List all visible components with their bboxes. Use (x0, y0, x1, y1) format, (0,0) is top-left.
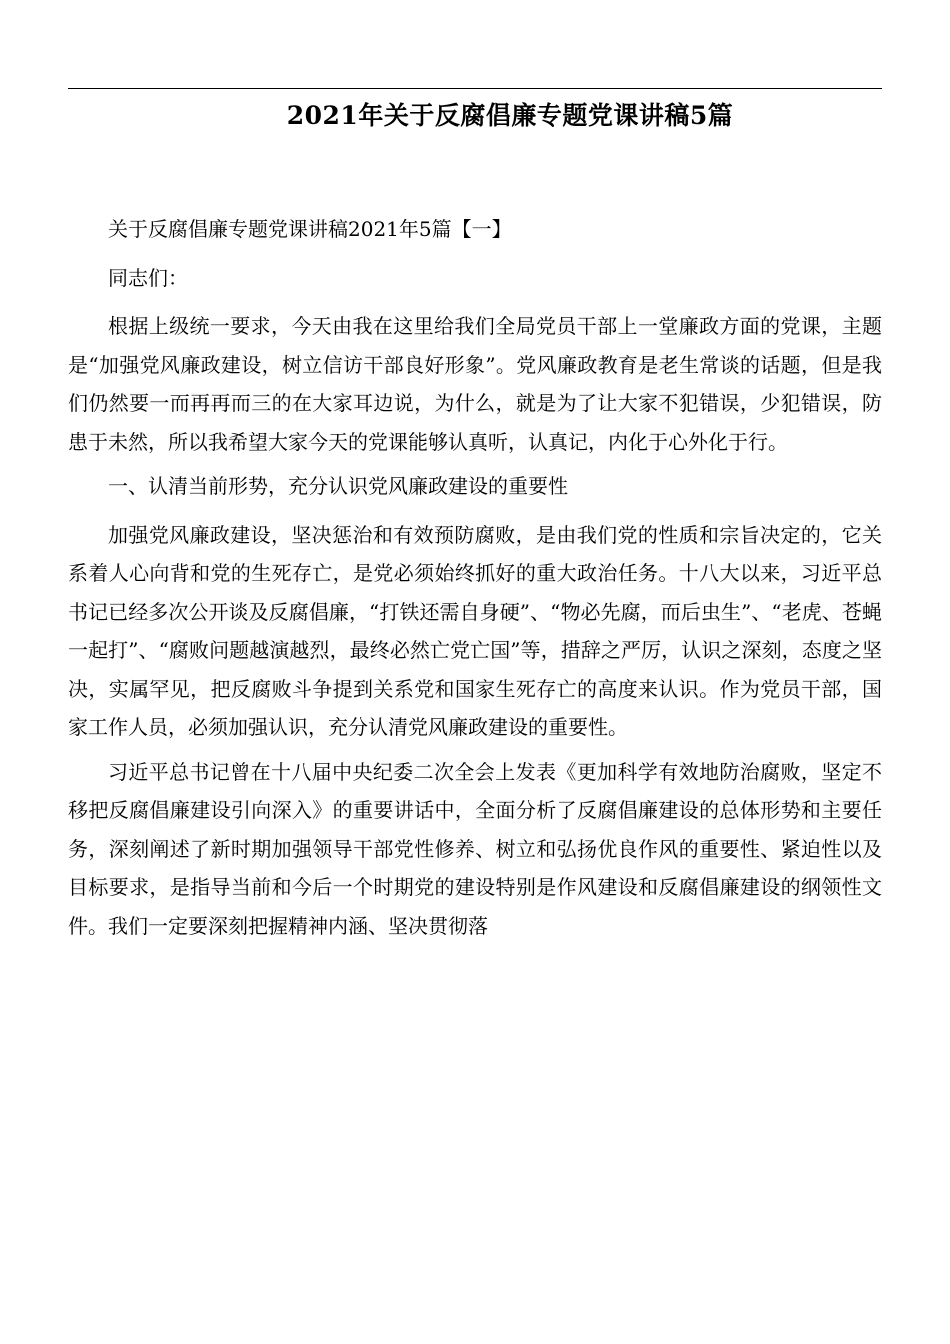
subsection-heading: 一、认清当前形势，充分认识党风廉政建设的重要性 (108, 474, 568, 498)
document-title: 2021年关于反腐倡廉专题党课讲稿5篇 (286, 101, 734, 130)
section-heading: 关于反腐倡廉专题党课讲稿2021年5篇【一】 (108, 217, 512, 241)
paragraph: 加强党风廉政建设，坚决惩治和有效预防腐败，是由我们党的性质和宗旨决定的，它关系着人心向背和党的生死存亡，是党必须始终抓好的重大政治任务。十八大以来，习近平总书记已经多次公开谈及反腐倡廉，“打铁还需自身硬”、“物必先腐，而后虫生”、“老虎、苍蝇一起打”、“腐败问题越演越烈，最终必然亡党亡国”等，措辞之严厉，认识之深刻，态度之坚决，实属罕见，把反腐败斗争提到关系党和国家生死存亡的高度来认识。作为党员干部，国家工作人员，必须加强认识，充分认清党风廉政建设的重要性。 (68, 522, 882, 739)
paragraph: 习近平总书记曾在十八届中央纪委二次全会上发表《更加科学有效地防治腐败，坚定不移把反腐倡廉建设引向深入》的重要讲话中，全面分析了反腐倡廉建设的总体形势和主要任务，深刻阐述了新时期加强领导干部党性修养、树立和弘扬优良作风的重要性、紧迫性以及目标要求，是指导当前和今后一个时期党的建设特别是作风建设和反腐倡廉建设的纲领性文件。我们一定要深刻把握精神内涵、坚决贯彻落 (68, 759, 882, 938)
document-body (68, 210, 882, 951)
paragraph: 根据上级统一要求，今天由我在这里给我们全局党员干部上一堂廉政方面的党课，主题是“加强党风廉政建设，树立信访干部良好形象”。党风廉政教育是老生常谈的话题，但是我们仍然要一而再再而三的在大家耳边说，为什么，就是为了让大家不犯错误，少犯错误，防患于未然，所以我希望大家今天的党课能够认真听，认真记，内化于心外化于行。 (68, 314, 882, 454)
header-rule (68, 88, 882, 89)
salutation: 同志们： (108, 265, 188, 290)
